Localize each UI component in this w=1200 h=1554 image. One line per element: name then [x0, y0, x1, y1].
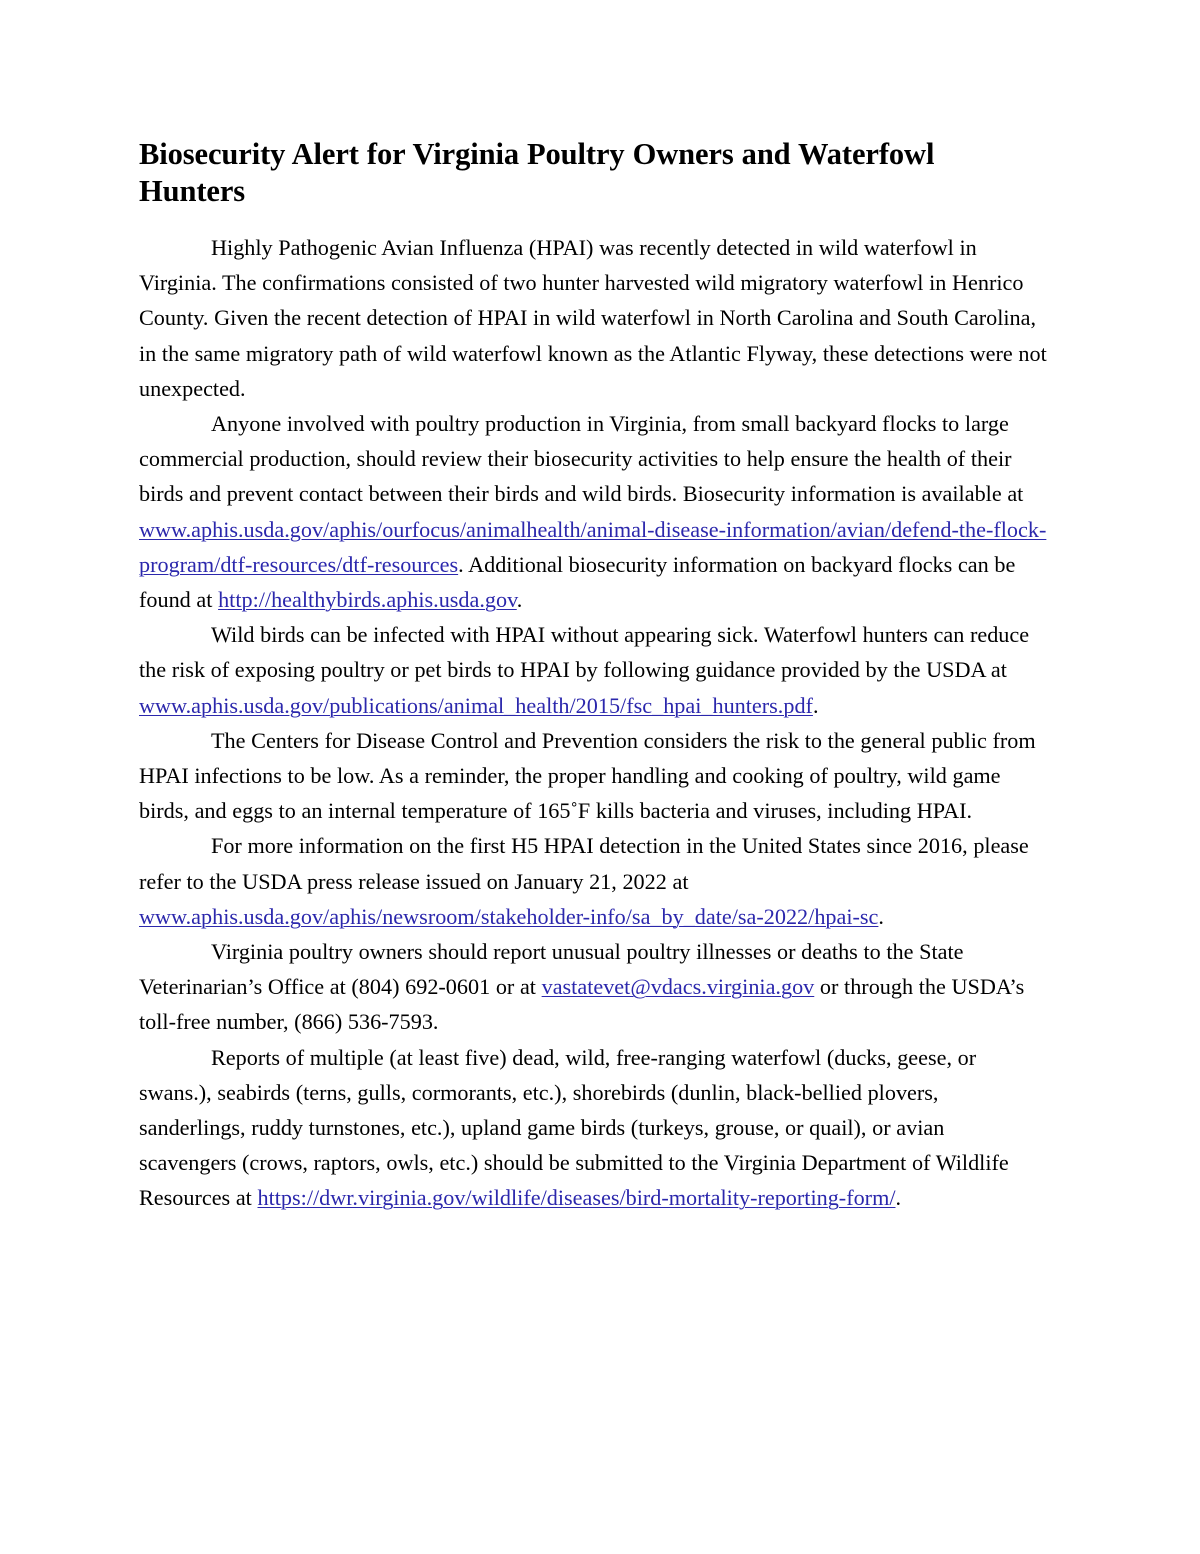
paragraph-hpai-detection	[139, 230, 1047, 406]
paragraph-hunter-guidance	[139, 617, 1047, 723]
paragraph-text: Reports of multiple (at least five) dead, wild, free-ranging waterfowl (ducks, geese, or swans.), seabirds (terns, gulls, cormorants, etc.), shorebirds (dunlin, black-bellied plovers, sanderlings, ruddy turnstones, etc.), upland game birds (turkeys, grouse, or quail), or avian scavengers (crows, raptors, owls, etc.) should be submitted to the Virginia Department of Wildlife Resources at	[139, 1044, 1009, 1211]
link-dtf-resources[interactable]: www.aphis.usda.gov/aphis/ourfocus/animalhealth/animal-disease-information/avian/defend-the-flock-program/dtf-resources/dtf-resources	[139, 516, 1047, 577]
paragraph-biosecurity-review	[139, 406, 1047, 617]
paragraph-wildlife-mortality-reports	[139, 1040, 1047, 1216]
paragraph-text: .	[812, 692, 819, 718]
link-healthybirds[interactable]: http://healthybirds.aphis.usda.gov	[218, 587, 517, 613]
link-usda-stakeholder-info[interactable]: www.aphis.usda.gov/aphis/newsroom/stakeholder-info/sa_by_date/sa-2022/hpai-sc	[139, 903, 879, 929]
paragraph-text: or through the USDA’s toll-free number, (866) 536-7593.	[139, 974, 1025, 1035]
page-title: Biosecurity Alert for Virginia Poultry Owners and Waterfowl Hunters	[139, 137, 935, 208]
paragraph-text: .	[516, 587, 523, 613]
paragraph-text: Anyone involved with poultry production in Virginia, from small backyard flocks to large commercial production, should review their biosecurity activities to help ensure the health of their birds and prevent contact between their birds and wild birds. Biosecurity information is available at	[139, 411, 1024, 507]
paragraph-cdc-risk	[139, 723, 1047, 829]
paragraph-text: . Additional biosecurity information on backyard flocks can be found at	[139, 551, 1016, 613]
paragraph-usda-press-release	[139, 828, 1047, 934]
paragraph-text: Virginia poultry owners should report unusual poultry illnesses or deaths to the State Veterinarian’s Office at (804) 692-0601 or at	[139, 939, 964, 1000]
paragraph-text: For more information on the first H5 HPAI detection in the United States since 2016, please refer to the USDA press release issued on January 21, 2022 at	[139, 833, 1029, 894]
paragraph-text: The Centers for Disease Control and Prevention considers the risk to the general public from HPAI infections to be low. As a reminder, the proper handling and cooking of poultry, wild game birds, and eggs to an internal temperature of 165˚F kills bacteria and viruses, including HPAI.	[139, 727, 1036, 824]
link-fsc-hpai-hunters-pdf[interactable]: www.aphis.usda.gov/publications/animal_health/2015/fsc_hpai_hunters.pdf	[139, 692, 813, 718]
document-text-block	[139, 230, 1047, 1216]
document-body	[139, 136, 1047, 1216]
paragraph-text: .	[895, 1185, 902, 1211]
paragraph-text: Wild birds can be infected with HPAI without appearing sick. Waterfowl hunters can reduce the risk of exposing poultry or pet birds to HPAI by following guidance provided by the USDA at	[139, 622, 1030, 683]
paragraph-reporting-contacts	[139, 934, 1047, 1040]
link-dwr-bird-mortality-form[interactable]: https://dwr.virginia.gov/wildlife/diseases/bird-mortality-reporting-form/	[257, 1185, 896, 1211]
paragraph-text: Highly Pathogenic Avian Influenza (HPAI) was recently detected in wild waterfowl in Virginia. The confirmations consisted of two hunter harvested wild migratory waterfowl in Henrico County. Given the recent detection of HPAI in wild waterfowl in North Carolina and South Carolina, in the same migratory path of wild waterfowl known as the Atlantic Flyway, these detections were not unexpected.	[139, 235, 1047, 401]
link-state-vet-email[interactable]: vastatevet@vdacs.virginia.gov	[541, 974, 815, 1000]
paragraph-text: .	[878, 903, 884, 929]
